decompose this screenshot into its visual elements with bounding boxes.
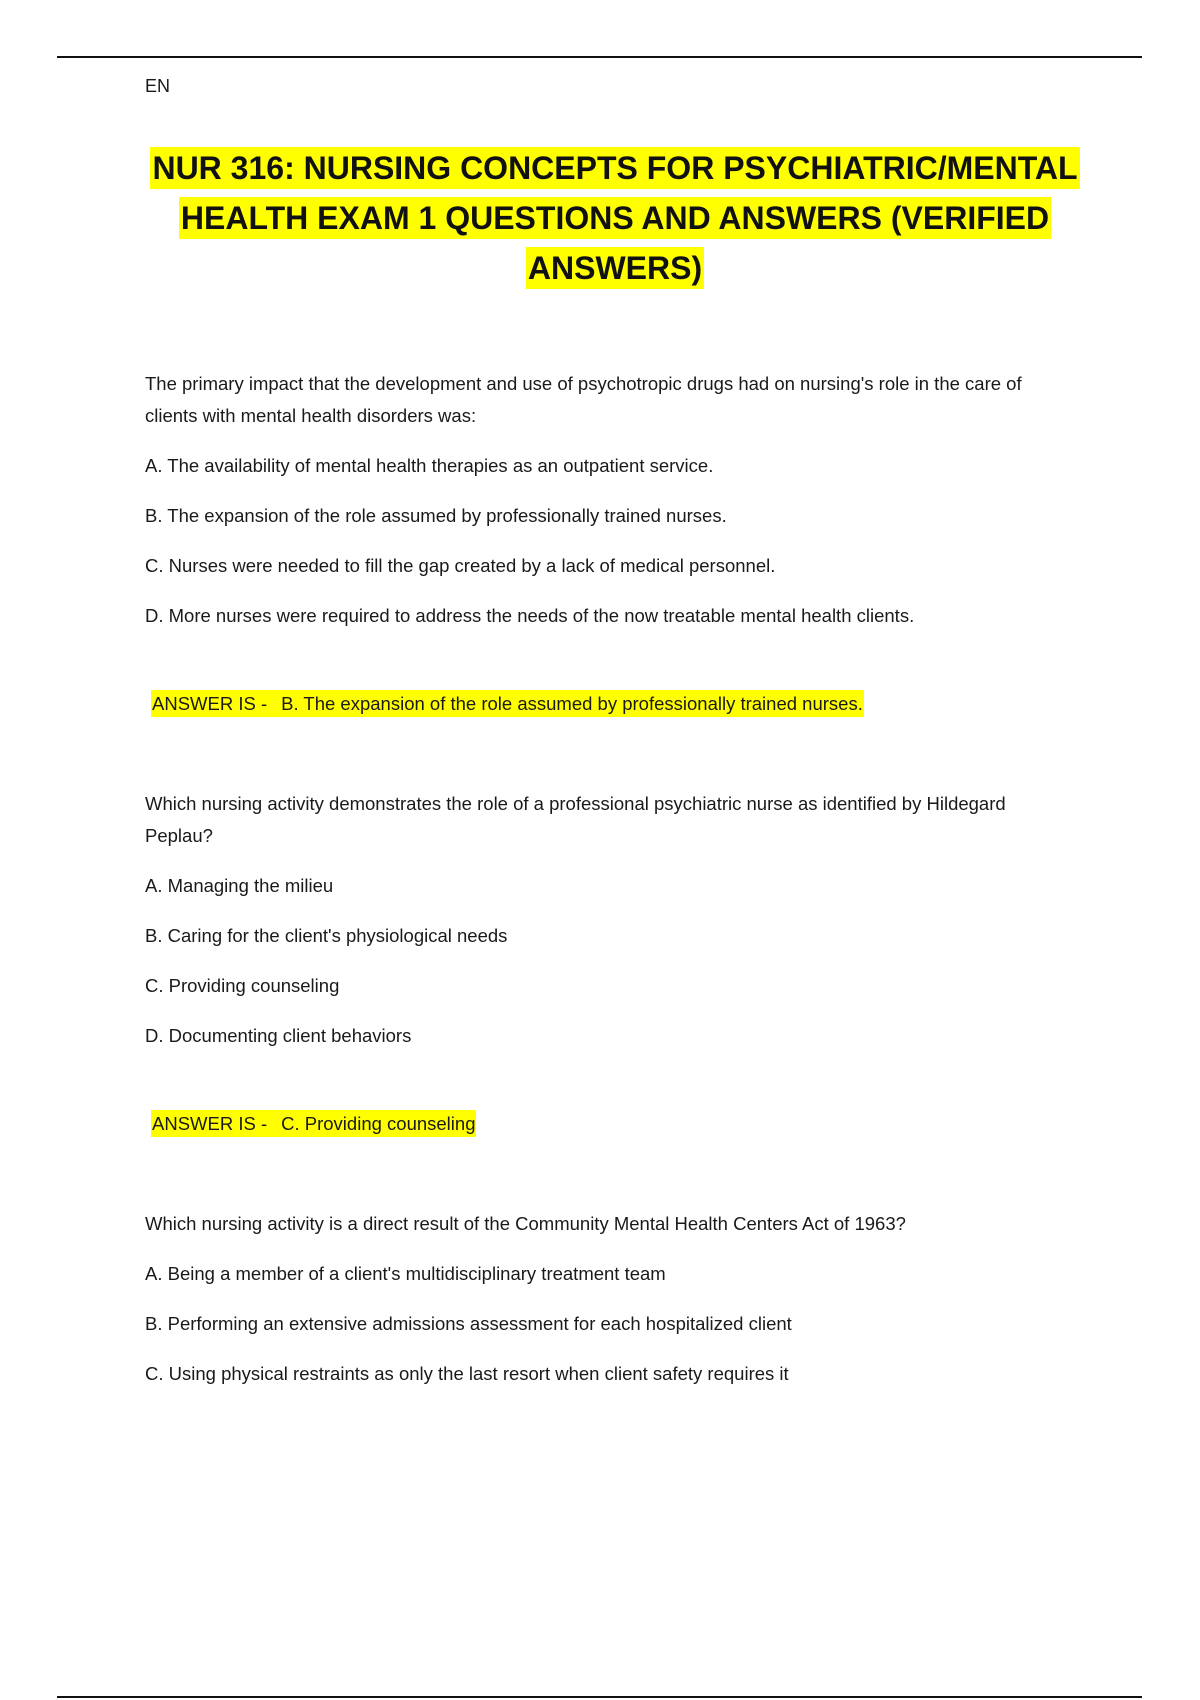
question-block-3: [145, 1208, 1075, 1390]
answer-line: [151, 690, 1075, 718]
option-c: C. Providing counseling: [145, 975, 340, 996]
option-a: A. The availability of mental health therapies as an outpatient service.: [145, 455, 714, 476]
answer-text: C. Providing counseling: [281, 1113, 476, 1134]
answer-label: ANSWER IS -: [152, 693, 268, 714]
document-title: [145, 143, 1085, 293]
option-b: B. Caring for the client's physiological needs: [145, 925, 508, 946]
option-a: A. Managing the milieu: [145, 875, 334, 896]
question-prompt: Which nursing activity demonstrates the role of a professional psychiatric nurse as identified by Hildegard Peplau?: [145, 793, 1006, 846]
answer-text: B. The expansion of the role assumed by professionally trained nurses.: [281, 693, 863, 714]
bottom-rule: [57, 1696, 1142, 1698]
question-list: [145, 368, 1075, 1390]
answer-highlight: [151, 1110, 476, 1137]
answer-line: [151, 1110, 1075, 1138]
language-label: EN: [145, 76, 171, 96]
option-a: A. Being a member of a client's multidisciplinary treatment team: [145, 1263, 666, 1284]
document-title-text: NUR 316: NURSING CONCEPTS FOR PSYCHIATRIC/MENTAL HEALTH EXAM 1 QUESTIONS AND ANSWERS (VERIFIED ANSWERS): [150, 147, 1079, 289]
option-c: C. Using physical restraints as only the last resort when client safety requires it: [145, 1363, 789, 1384]
option-b: B. Performing an extensive admissions assessment for each hospitalized client: [145, 1313, 792, 1334]
option-c: C. Nurses were needed to fill the gap created by a lack of medical personnel.: [145, 555, 776, 576]
question-prompt: Which nursing activity is a direct result of the Community Mental Health Centers Act of 1963?: [145, 1213, 906, 1234]
question-block-2: [145, 788, 1075, 1138]
answer-label: ANSWER IS -: [152, 1113, 268, 1134]
option-d: D. Documenting client behaviors: [145, 1025, 412, 1046]
question-block-1: [145, 368, 1075, 718]
option-d: D. More nurses were required to address the needs of the now treatable mental health clients.: [145, 605, 915, 626]
top-rule: [57, 56, 1142, 58]
answer-highlight: [151, 690, 864, 717]
option-b: B. The expansion of the role assumed by professionally trained nurses.: [145, 505, 727, 526]
question-prompt: The primary impact that the development and use of psychotropic drugs had on nursing's role in the care of clients with mental health disorders was:: [145, 373, 1022, 426]
